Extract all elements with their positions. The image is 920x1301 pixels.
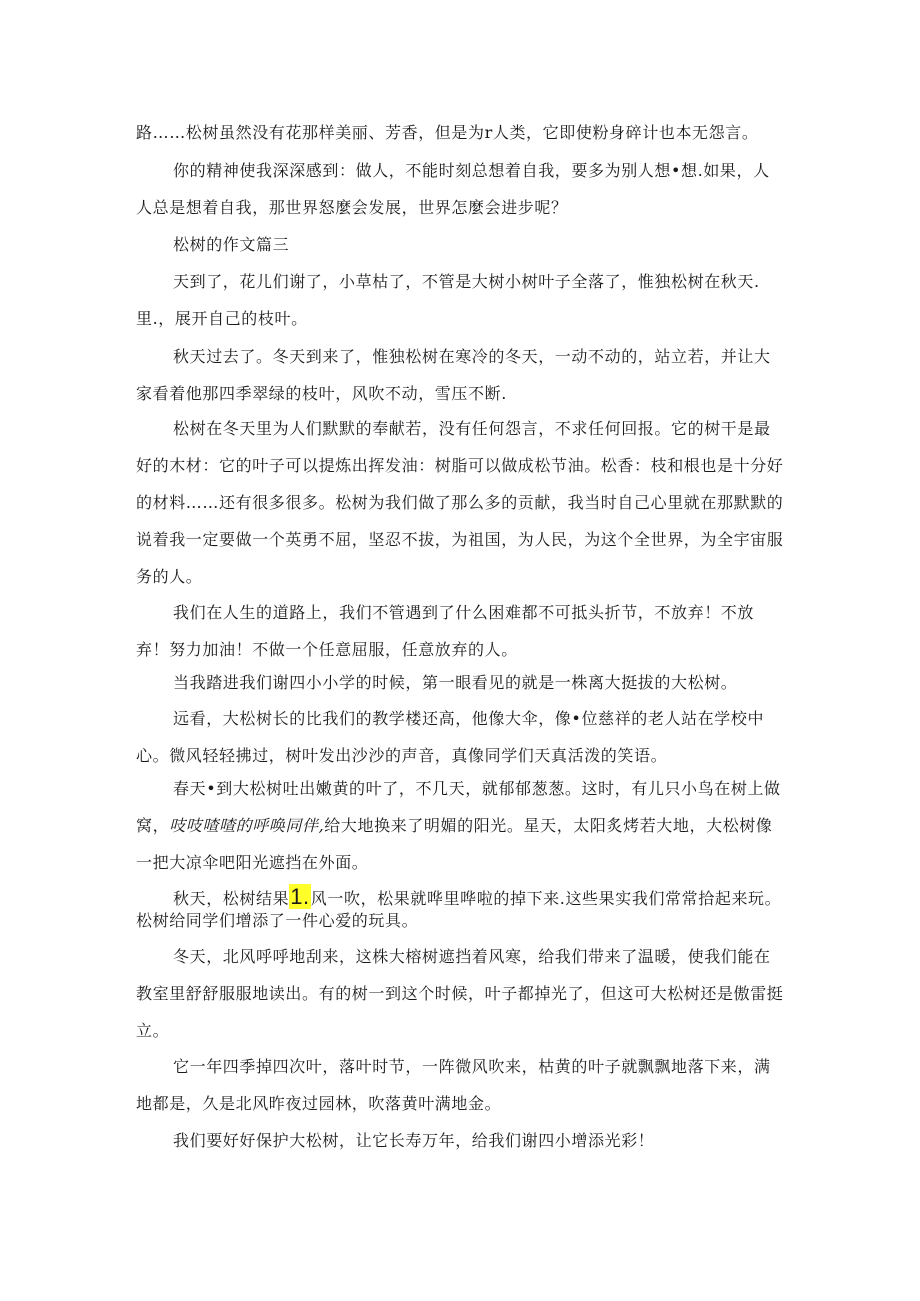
paragraph-10 (136, 770, 786, 881)
paragraph-7: 我们在人生的道路上，我们不管遇到了什么困难都不可抵头折节，不放弃！不放弃！努力加油！不做一个任意屈服，任意放弃的人。 (136, 603, 755, 659)
paragraph-5: 秋天过去了。冬天到来了，惟独松树在寒冷的冬天，一动不动的，站立若，并让大家看着他那四季翠绿的枝叶，风吹不动，雪压不断. (136, 347, 771, 403)
paragraph-8: 当我踏进我们谢四小小学的时候，第一眼看见的就是一株离大挺拔的大松树。 (173, 673, 738, 692)
paragraph-4: 天到了，花儿们谢了，小草枯了，不管是大树小树叶子全落了，惟独松树在秋天.里.，展开自己的枝叶。 (136, 272, 760, 328)
paragraph-6: 松树在冬天里为人们默默的奉献若，没有任何怨言，不求任何回报。它的树干是最好的木材：它的叶子可以提炼出挥发油：树脂可以做成松节油。松香：枝和根也是十分好的材料……还有很多很多。松树为我们做了那么多的贡献，我当时自己心里就在那默默的说着我一定要做一个英勇不屈，坚忍不拔，为祖国，为人民，为这个全世界，为全宇宙服务的人。 (136, 419, 784, 586)
paragraph-10-italic-phrase: 吱吱喳喳的呼唤同伴, (169, 816, 325, 835)
section-heading: 松树的作文篇三 (173, 235, 290, 254)
paragraph-9: 远看，大松树长的比我们的教学楼还高，他像大伞，像•位慈祥的老人站在学校中心。微风轻轻拂过，树叶发出沙沙的声音，真像同学们天真活泼的笑语。 (136, 709, 765, 765)
paragraph-13: 它一年四季掉四次叶，落叶时节，一阵微风吹来，枯黄的叶子就飘飘地落下来，满地都是，久是北风昨夜过园林，吹落黄叶满地金。 (136, 1057, 771, 1113)
paragraph-11-part-3: 风一吹，松果就哗里哗啦的掉下来.这些果实我们常常拾起来玩。松树给同学们增添了一件心爱的玩具。 (136, 889, 782, 930)
paragraph-10-part-3: 给大地换来了明媚的阳光。星天，太阳炙烤若大地，大松树像一把大凉伞吧阳光遮挡在外面。 (136, 816, 773, 872)
paragraph-1: 路……松树虽然没有花那样美丽、芳香，但是为r人类，它即使粉身碎计也本无怨言。 (136, 123, 759, 142)
paragraph-11-part-1: 秋天，松树结果 (173, 889, 290, 908)
paragraph-12: 冬天，北风呼呼地刮来，这株大榕树遮挡着风寒，给我们带来了温暖，使我们能在教室里舒舒服服地读出。有的树一到这个时候，叶子都掉光了，但这可大松树还是傲雷挺立。 (136, 947, 784, 1040)
paragraph-2: 你的精神使我深深感到：做人，不能时刻总想着自我，要多为别人想•想.如果，人人总是想着自我，那世界怒麼会发展，世界怎麼会进步呢？ (136, 161, 770, 217)
highlighted-number: 1. (290, 884, 310, 909)
paragraph-14: 我们要好好保护大松树，让它长寿万年，给我们谢四小增添光彩！ (173, 1131, 655, 1150)
paragraph-11 (136, 886, 796, 932)
paragraph-10-part-1: 春天•到大松树吐出嫩黄的叶了，不几天，就郁郁葱葱。这时，有儿只小鸟在树上做窝， (136, 779, 781, 835)
